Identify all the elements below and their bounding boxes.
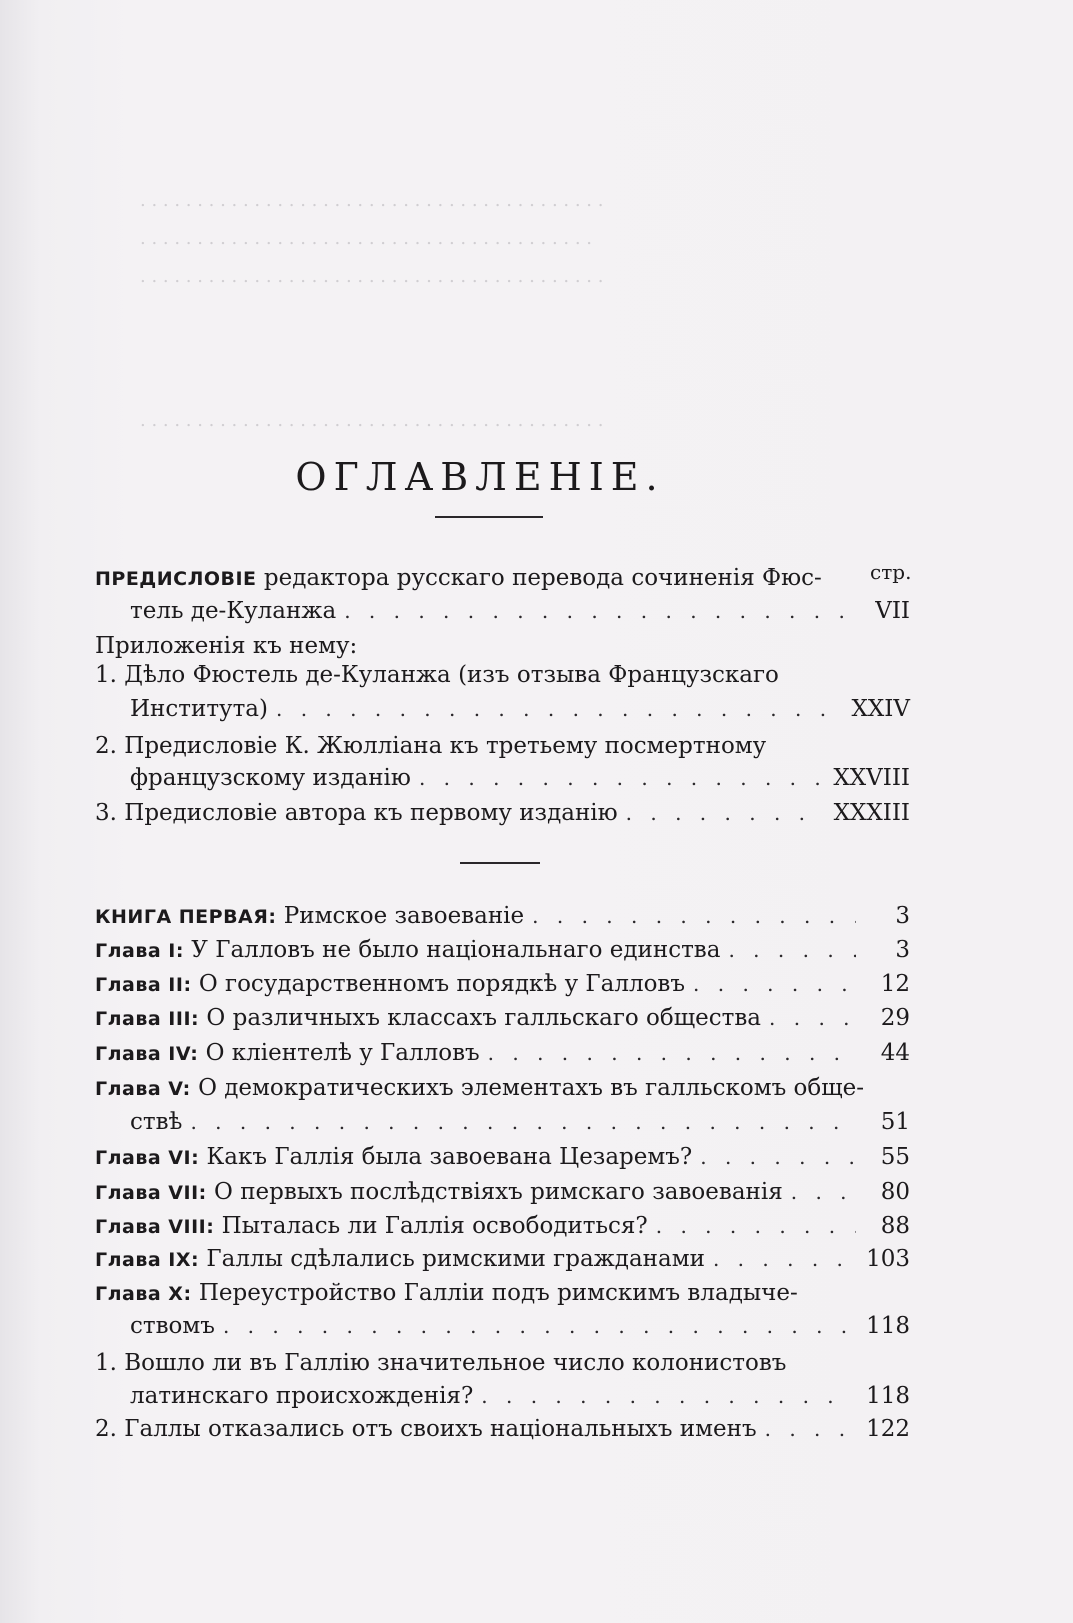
toc-page-number: 122 [866, 1416, 910, 1442]
toc-page-number: XXXIII [833, 800, 910, 826]
toc-entry [95, 1280, 910, 1314]
toc-entry-title: О различныхъ классахъ галльскаго общества [199, 1005, 762, 1031]
toc-entry-title: Приложенія къ нему: [95, 633, 358, 659]
toc-entry-title: У Галловъ не было національнаго единства [183, 937, 721, 963]
toc-entry [95, 696, 910, 730]
toc-entry [95, 1313, 910, 1347]
toc-entry-title: Переустройство Галліи подъ римскимъ владыче- [191, 1280, 798, 1306]
toc-entry [95, 1350, 910, 1384]
toc-page-number: 3 [895, 903, 910, 929]
bleed-through-text: . . . . . . . . . . . . . . . . . . . . . . . . . . . . . . . . . . . . . . . . . [140, 190, 604, 211]
toc-entry-text [95, 696, 268, 722]
toc-entry-text [95, 1280, 798, 1306]
toc-page-number: 80 [880, 1179, 910, 1205]
toc-entry-title: 3. Предисловіе автора къ первому изданію [95, 800, 618, 826]
toc-entry [95, 1383, 910, 1417]
toc-entry-text [95, 662, 779, 688]
dot-leader [618, 801, 820, 825]
toc-entry [95, 937, 910, 971]
toc-entry-title: О кліентелѣ у Галловъ [198, 1040, 480, 1066]
toc-entry-text [95, 1313, 215, 1339]
toc-entry [95, 1179, 910, 1213]
toc-entry-text [95, 1144, 692, 1170]
title-rule [435, 516, 543, 518]
toc-entry-title: О первыхъ послѣдствіяхъ римскаго завоеванія [206, 1179, 783, 1205]
toc-entry [95, 903, 910, 937]
toc-entry-title: 1. Вошло ли въ Галлію значительное число колонистовъ [95, 1350, 787, 1376]
toc-page-number: 118 [866, 1313, 910, 1339]
toc-entry-title: 1. Дѣло Фюстель де-Куланжа (изъ отзыва Французскаго [95, 662, 779, 688]
section-rule [460, 862, 540, 864]
page-title: ОГЛАВЛЕНІЕ. [295, 455, 665, 499]
toc-entry-title: редактора русскаго перевода сочиненія Фюс- [256, 565, 822, 591]
toc-entry-title: Римское завоеваніе [276, 903, 525, 929]
toc-page-number: 55 [880, 1144, 910, 1170]
toc-page-number: 3 [895, 937, 910, 963]
toc-entry-text [95, 565, 822, 591]
page-column-label: стр. [870, 560, 912, 584]
dot-leader [761, 1006, 856, 1030]
toc-entry [95, 765, 910, 799]
toc-entry-title: Галлы сдѣлались римскими гражданами [199, 1246, 705, 1272]
toc-entry-heading: Глава V: [95, 1078, 191, 1100]
toc-page-number: XXIV [851, 696, 910, 722]
toc-entry-text [95, 1179, 783, 1205]
toc-entry-text [95, 765, 411, 791]
toc-entry-heading: КНИГА ПЕРВАЯ: [95, 906, 277, 928]
toc-page-number: 103 [866, 1246, 910, 1272]
toc-entry [95, 1075, 910, 1109]
toc-entry-text [95, 1005, 761, 1031]
toc-entry-title: Пыталась ли Галлія освободиться? [214, 1213, 648, 1239]
toc-entry [95, 800, 910, 834]
toc-entry-text [95, 598, 336, 624]
toc-entry-text [95, 937, 720, 963]
toc-entry-title: Института) [130, 696, 268, 722]
toc-page-number: 51 [880, 1109, 910, 1135]
toc-entry [95, 1416, 910, 1450]
dot-leader [473, 1384, 852, 1408]
toc-entry-text [95, 1075, 864, 1101]
toc-entry [95, 1246, 910, 1280]
toc-entry-text [95, 1109, 182, 1135]
toc-entry-title: Какъ Галлія была завоевана Цезаремъ? [199, 1144, 693, 1170]
toc-entry-title: 2. Предисловіе К. Жюлліана къ третьему посмертному [95, 733, 767, 759]
toc-entry [95, 1144, 910, 1178]
toc-entry-text [95, 903, 524, 929]
bleed-through-text: . . . . . . . . . . . . . . . . . . . . . . . . . . . . . . . . . . . . . . . . . [140, 266, 604, 287]
toc-entry-title: 2. Галлы отказались отъ своихъ національныхъ именъ [95, 1416, 757, 1442]
dot-leader [268, 697, 838, 721]
toc-entry-heading: Глава VII: [95, 1182, 207, 1204]
toc-entry-title: ствомъ [130, 1313, 215, 1339]
toc-entry-text [95, 1213, 648, 1239]
toc-entry [95, 1109, 910, 1143]
toc-entry-title: О демократическихъ элементахъ въ галльскомъ обще- [190, 1075, 865, 1101]
toc-page-number: 88 [880, 1213, 910, 1239]
dot-leader [783, 1180, 856, 1204]
toc-entry-heading: Глава IX: [95, 1249, 200, 1271]
toc-entry-heading: Глава VIII: [95, 1216, 215, 1238]
toc-entry [95, 971, 910, 1005]
toc-entry-title: французскому изданію [130, 765, 411, 791]
dot-leader [720, 938, 856, 962]
dot-leader [480, 1041, 856, 1065]
dot-leader [685, 972, 856, 996]
toc-entry-title: тель де-Куланжа [130, 598, 337, 624]
toc-entry [95, 1040, 910, 1074]
dot-leader [648, 1214, 856, 1238]
toc-entry-heading: Глава X: [95, 1283, 192, 1305]
toc-entry-title: ствѣ [130, 1109, 183, 1135]
toc-entry-heading: Глава II: [95, 974, 192, 996]
toc-entry [95, 733, 910, 767]
toc-entry-title: латинскаго происхожденія? [130, 1383, 474, 1409]
toc-page-number: 29 [880, 1005, 910, 1031]
dot-leader [215, 1314, 852, 1338]
dot-leader [411, 766, 819, 790]
toc-page-number: VII [875, 598, 910, 624]
toc-entry [95, 565, 910, 599]
dot-leader [705, 1247, 852, 1271]
toc-entry-text [95, 971, 685, 997]
toc-page-number: 12 [880, 971, 910, 997]
bleed-through-text: . . . . . . . . . . . . . . . . . . . . . . . . . . . . . . . . . . . . . . . . . [140, 410, 604, 431]
toc-entry-text [95, 1246, 705, 1272]
toc-entry-text [95, 633, 357, 659]
toc-page-number: 44 [880, 1040, 910, 1066]
toc-entry [95, 598, 910, 632]
toc-entry-heading: ПРЕДИСЛОВІЕ [95, 568, 257, 590]
toc-entry [95, 662, 910, 696]
toc-entry-heading: Глава I: [95, 940, 184, 962]
toc-entry-heading: Глава III: [95, 1008, 200, 1030]
toc-entry-title: О государственномъ порядкѣ у Галловъ [191, 971, 686, 997]
toc-entry-text [95, 1383, 473, 1409]
toc-entry-text [95, 1040, 480, 1066]
toc-entry-heading: Глава VI: [95, 1147, 200, 1169]
dot-leader [692, 1145, 856, 1169]
dot-leader [757, 1417, 852, 1441]
toc-page-number: XXVIII [833, 765, 910, 791]
dot-leader [182, 1110, 856, 1134]
dot-leader [336, 599, 856, 623]
toc-entry [95, 1005, 910, 1039]
toc-entry-heading: Глава IV: [95, 1043, 199, 1065]
dot-leader [524, 904, 856, 928]
toc-entry-text [95, 1350, 786, 1376]
toc-entry-text [95, 733, 766, 759]
toc-page-number: 118 [866, 1383, 910, 1409]
toc-entry-text [95, 800, 618, 826]
bleed-through-text: . . . . . . . . . . . . . . . . . . . . . . . . . . . . . . . . . . . . . . . . [140, 228, 593, 249]
toc-entry [95, 1213, 910, 1247]
toc-entry-text [95, 1416, 757, 1442]
